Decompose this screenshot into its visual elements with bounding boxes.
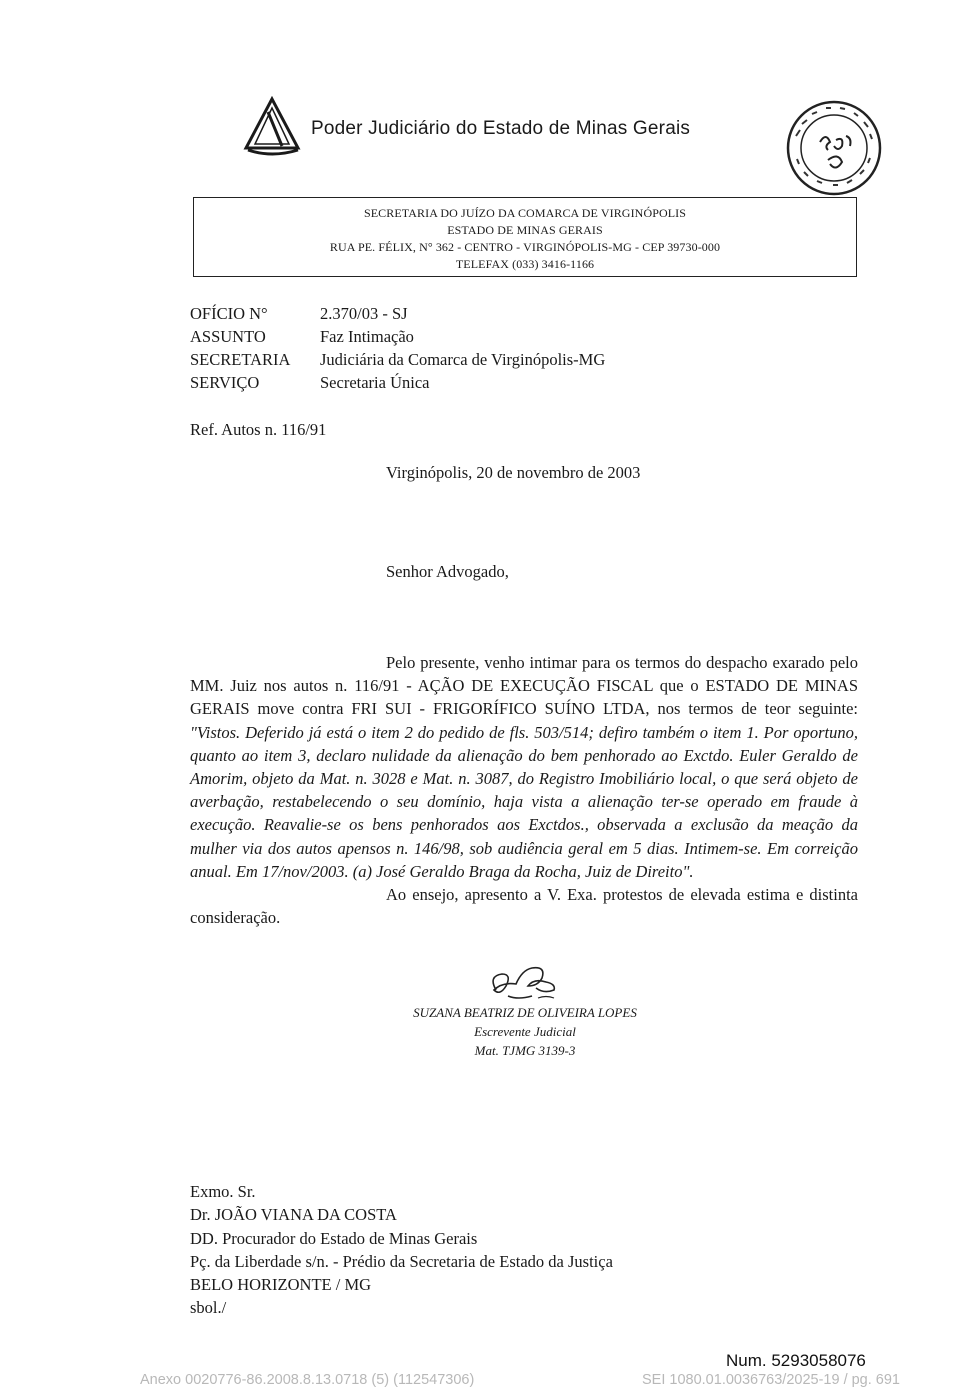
case-reference: Ref. Autos n. 116/91 (190, 420, 327, 439)
rubber-stamp-seal-icon (782, 96, 886, 200)
document-number: Num. 5293058076 (726, 1351, 866, 1370)
footer-annex: Anexo 0020776-86.2008.8.13.0718 (5) (112547306) (140, 1372, 475, 1388)
addressee-salutation: Exmo. Sr. (190, 1182, 256, 1201)
field-label: SERVIÇO (190, 373, 260, 392)
triangle-emblem-icon (242, 96, 302, 156)
addressee-name: Dr. JOÃO VIANA DA COSTA (190, 1205, 397, 1225)
date-line: Virginópolis, 20 de novembro de 2003 (386, 463, 641, 482)
body-intro: Pelo presente, venho intimar para os termos do despacho exarado pelo MM. Juiz nos autos n. 116/91 - AÇÃO DE EXECUÇÃO FISCAL que o ESTADO DE MINAS GERAIS move contra FRI SUI - FRIGORÍFICO SUÍNO LTDA, nos termos de teor seguinte: (190, 653, 858, 719)
field-label: OFÍCIO N° (190, 304, 268, 323)
addressee-title: DD. Procurador do Estado de Minas Gerais (190, 1228, 478, 1248)
field-label: ASSUNTO (190, 327, 266, 346)
letter-body (190, 651, 858, 929)
footer-sei-page: SEI 1080.01.0036763/2025-19 / pg. 691 (642, 1372, 900, 1388)
field-value: 2.370/03 - SJ (320, 304, 408, 323)
field-value: Secretaria Única (320, 373, 430, 392)
body-closing: Ao ensejo, apresento a V. Exa. protestos de elevada estima e distinta consideração. (190, 885, 858, 928)
header-line-state: ESTADO DE MINAS GERAIS (447, 223, 603, 237)
footer (140, 1372, 900, 1388)
header-line-phone: TELEFAX (033) 3416-1166 (455, 257, 595, 271)
addressee-address: Pç. da Liberdade s/n. - Prédio da Secretaria de Estado da Justiça (190, 1251, 613, 1271)
typist-initials: sbol./ (190, 1298, 227, 1318)
field-label: SECRETARIA (190, 350, 291, 369)
header-line-court: SECRETARIA DO JUÍZO DA COMARCA DE VIRGINÓPOLIS (363, 206, 687, 220)
addressee-block (190, 1180, 613, 1320)
handwritten-signature (478, 962, 578, 1008)
header-box (193, 197, 857, 277)
signer-role: Escrevente Judicial (474, 1024, 576, 1039)
org-title: Poder Judiciário do Estado de Minas Gerais (311, 118, 691, 139)
body-paragraph (190, 651, 858, 883)
field-row (190, 325, 605, 348)
signature-block (360, 1003, 690, 1060)
greeting: Senhor Advogado, (386, 562, 509, 581)
reference-fields (190, 302, 605, 394)
signer-registration: Mat. TJMG 3139-3 (474, 1043, 576, 1058)
field-value: Judiciária da Comarca de Virginópolis-MG (320, 350, 606, 369)
field-value: Faz Intimação (320, 327, 414, 346)
body-quote: "Vistos. Deferido já está o item 2 do pedido de fls. 503/514; defiro também o item 1. Por oportuno, quanto ao item 3, declaro nulidade da alienação do bem penhorado ao Exctdo. Euler Geraldo de Amorim, objeto da Mat. n. 3028 e Mat. n. 3087, do Registro Imobiliário local, o que será objeto de averbação, restabelecendo o seu domínio, haja vista a alienação ter-se operado em fraude à execução. Reavalie-se os bens penhorados aos Exctdos., observada a exclusão da meação da mulher via dos autos apensos n. 146/98, sob audiência geral em 5 dias. Intimem-se. Em correição anual. Em 17/nov/2003. (a) José Geraldo Braga da Rocha, Juiz de Direito". (190, 722, 858, 881)
header-line-address: RUA PE. FÉLIX, N° 362 - CENTRO - VIRGINÓPOLIS-MG - CEP 39730-000 (329, 240, 721, 254)
field-row (190, 371, 605, 394)
field-row (190, 302, 605, 325)
field-row (190, 348, 605, 371)
signer-name: SUZANA BEATRIZ DE OLIVEIRA LOPES (413, 1005, 637, 1020)
addressee-city: BELO HORIZONTE / MG (190, 1275, 372, 1295)
